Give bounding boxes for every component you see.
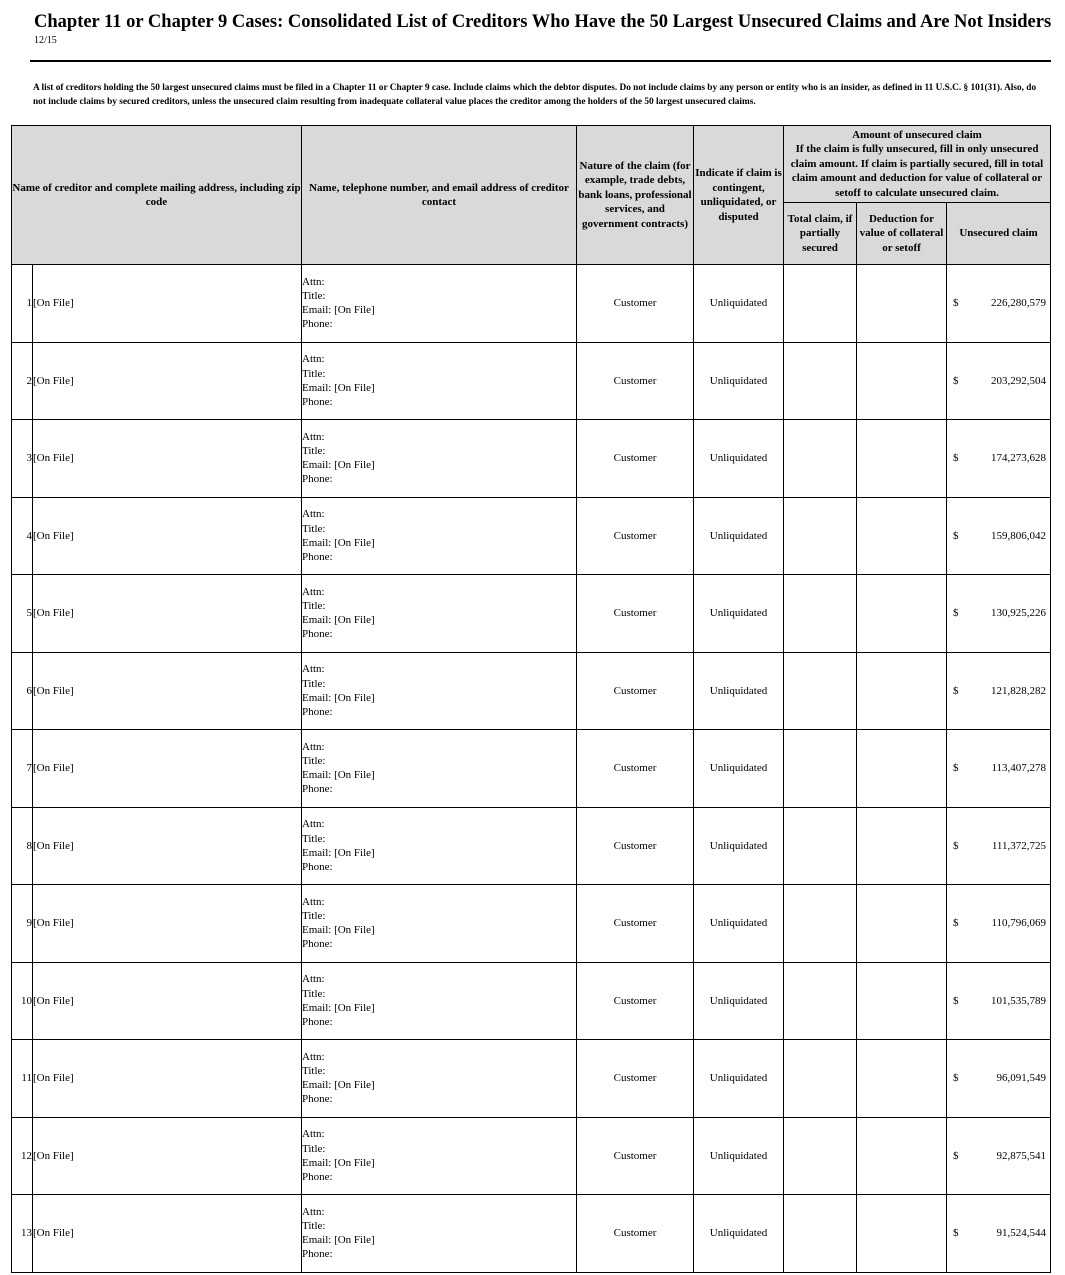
- deduction-cell: [857, 652, 947, 730]
- contact-email-value: [On File]: [334, 1156, 375, 1169]
- unsecured-claim-amount: 159,806,042: [991, 529, 1047, 542]
- table-row: [12, 265, 1051, 343]
- contact-email-label: Email:: [302, 846, 332, 859]
- claim-indicator: Unliquidated: [694, 497, 784, 575]
- total-claim-cell: [784, 342, 857, 420]
- unsecured-claim-cell: [947, 730, 1051, 808]
- creditor-name: [On File]: [33, 807, 302, 885]
- row-number: 13: [12, 1195, 33, 1273]
- contact-email-value: [On File]: [334, 381, 375, 394]
- contact-title: Title:: [302, 445, 326, 458]
- creditor-name: [On File]: [33, 730, 302, 808]
- contact-email: [302, 303, 576, 317]
- currency-symbol: $: [953, 762, 959, 775]
- contact-email-label: Email:: [302, 769, 332, 782]
- unsecured-claim-amount: 130,925,226: [991, 607, 1047, 620]
- contact-phone: Phone:: [302, 1248, 333, 1261]
- contact-title: Title:: [302, 1142, 326, 1155]
- total-claim-cell: [784, 575, 857, 653]
- contact-email-label: Email:: [302, 1156, 332, 1169]
- contact-attn: Attn:: [302, 740, 325, 753]
- currency-symbol: $: [953, 917, 959, 930]
- contact-email-label: Email:: [302, 459, 332, 472]
- contact-phone: Phone:: [302, 1015, 333, 1028]
- currency-symbol: $: [953, 839, 959, 852]
- currency-symbol: $: [953, 1149, 959, 1162]
- deduction-cell: [857, 575, 947, 653]
- total-claim-header: Total claim, if partially secured: [784, 203, 857, 265]
- contact-email: [302, 1156, 576, 1170]
- unsecured-claim-amount: 110,796,069: [991, 917, 1047, 930]
- creditor-contact: [302, 730, 577, 808]
- row-number: 12: [12, 1117, 33, 1195]
- contact-title: Title:: [302, 522, 326, 535]
- currency-symbol: $: [953, 529, 959, 542]
- currency-symbol: $: [953, 684, 959, 697]
- contact-email-value: [On File]: [334, 459, 375, 472]
- contact-email: [302, 458, 576, 472]
- contact-title: Title:: [302, 600, 326, 613]
- unsecured-claim-amount: 96,091,549: [996, 1072, 1047, 1085]
- creditor-contact: [302, 342, 577, 420]
- row-number: 9: [12, 885, 33, 963]
- total-claim-cell: [784, 807, 857, 885]
- creditor-name: [On File]: [33, 1117, 302, 1195]
- creditor-name: [On File]: [33, 342, 302, 420]
- creditor-contact: [302, 420, 577, 498]
- row-number: 7: [12, 730, 33, 808]
- unsecured-claim-cell: [947, 807, 1051, 885]
- contact-phone: Phone:: [302, 783, 333, 796]
- total-claim-cell: [784, 652, 857, 730]
- nature-column-header: Nature of the claim (for example, trade debts, bank loans, professional services, and government contracts): [577, 126, 694, 265]
- amount-header-title: Amount of unsecured claim: [852, 128, 982, 141]
- contact-attn: Attn:: [302, 585, 325, 598]
- creditors-table: [11, 125, 1051, 1273]
- claim-nature: Customer: [577, 420, 694, 498]
- contact-email-value: [On File]: [334, 614, 375, 627]
- total-claim-cell: [784, 730, 857, 808]
- contact-attn: Attn:: [302, 353, 325, 366]
- total-claim-cell: [784, 1195, 857, 1273]
- claim-nature: Customer: [577, 730, 694, 808]
- row-number: 2: [12, 342, 33, 420]
- total-claim-cell: [784, 265, 857, 343]
- total-claim-cell: [784, 420, 857, 498]
- title-divider: [30, 60, 1051, 62]
- unsecured-claim-amount: 92,875,541: [996, 1149, 1047, 1162]
- deduction-cell: [857, 342, 947, 420]
- claim-indicator: Unliquidated: [694, 420, 784, 498]
- contact-email-value: [On File]: [334, 304, 375, 317]
- table-row: [12, 652, 1051, 730]
- row-number: 3: [12, 420, 33, 498]
- contact-email: [302, 536, 576, 550]
- creditor-name: [On File]: [33, 652, 302, 730]
- currency-symbol: $: [953, 374, 959, 387]
- table-row: [12, 807, 1051, 885]
- contact-email: [302, 381, 576, 395]
- deduction-cell: [857, 1195, 947, 1273]
- creditor-contact: [302, 885, 577, 963]
- claim-nature: Customer: [577, 1117, 694, 1195]
- claim-indicator: Unliquidated: [694, 1040, 784, 1118]
- contact-attn: Attn:: [302, 895, 325, 908]
- instructions-paragraph: A list of creditors holding the 50 largest unsecured claims must be filed in a Chapter 11 or Chapter 9 case. Include claims which the debtor disputes. Do not include claims by any person or entity who is an insider, as defined in 11 U.S.C. § 101(31). Also, do not include claims by secured creditors, unless the unsecured claim resulting from inadequate collateral value places the creditor among the holders of the 50 largest unsecured claims.: [33, 83, 1037, 107]
- table-row: [12, 962, 1051, 1040]
- claim-indicator: Unliquidated: [694, 730, 784, 808]
- contact-phone: Phone:: [302, 860, 333, 873]
- currency-symbol: $: [953, 1227, 959, 1240]
- contact-email-value: [On File]: [334, 1079, 375, 1092]
- contact-phone: Phone:: [302, 1093, 333, 1106]
- contact-email-label: Email:: [302, 1079, 332, 1092]
- table-body: [12, 265, 1051, 1273]
- unsecured-claim-amount: 113,407,278: [991, 762, 1047, 775]
- deduction-cell: [857, 265, 947, 343]
- table-row: [12, 1040, 1051, 1118]
- unsecured-claim-amount: 91,524,544: [996, 1227, 1047, 1240]
- creditor-name: [On File]: [33, 1040, 302, 1118]
- row-number: 4: [12, 497, 33, 575]
- contact-email-label: Email:: [302, 304, 332, 317]
- unsecured-claim-amount: 226,280,579: [991, 297, 1047, 310]
- contact-title: Title:: [302, 1220, 326, 1233]
- contact-email-label: Email:: [302, 1001, 332, 1014]
- contact-attn: Attn:: [302, 508, 325, 521]
- contact-phone: Phone:: [302, 395, 333, 408]
- contact-email-label: Email:: [302, 924, 332, 937]
- contact-email: [302, 1233, 576, 1247]
- creditor-name: [On File]: [33, 497, 302, 575]
- contact-title: Title:: [302, 367, 326, 380]
- claim-nature: Customer: [577, 807, 694, 885]
- unsecured-claim-amount: 111,372,725: [991, 839, 1047, 852]
- creditor-column-header: Name of creditor and complete mailing address, including zip code: [12, 126, 302, 265]
- contact-phone: Phone:: [302, 628, 333, 641]
- creditor-name: [On File]: [33, 265, 302, 343]
- contact-phone: Phone:: [302, 705, 333, 718]
- table-row: [12, 1117, 1051, 1195]
- header-row-top: [12, 126, 1051, 203]
- table-row: [12, 730, 1051, 808]
- contact-email: [302, 768, 576, 782]
- claim-nature: Customer: [577, 575, 694, 653]
- total-claim-cell: [784, 497, 857, 575]
- claim-nature: Customer: [577, 497, 694, 575]
- contact-title: Title:: [302, 290, 326, 303]
- contact-title: Title:: [302, 987, 326, 1000]
- contact-title: Title:: [302, 1065, 326, 1078]
- unsecured-claim-amount: 203,292,504: [991, 374, 1047, 387]
- deduction-cell: [857, 807, 947, 885]
- creditor-contact: [302, 1040, 577, 1118]
- claim-nature: Customer: [577, 342, 694, 420]
- currency-symbol: $: [953, 607, 959, 620]
- row-number: 11: [12, 1040, 33, 1118]
- claim-nature: Customer: [577, 652, 694, 730]
- contact-email-value: [On File]: [334, 1001, 375, 1014]
- unsecured-claim-cell: [947, 342, 1051, 420]
- contact-email-label: Email:: [302, 691, 332, 704]
- unsecured-claim-cell: [947, 497, 1051, 575]
- contact-email-value: [On File]: [334, 1234, 375, 1247]
- currency-symbol: $: [953, 1072, 959, 1085]
- creditor-name: [On File]: [33, 575, 302, 653]
- contact-title: Title:: [302, 755, 326, 768]
- currency-symbol: $: [953, 452, 959, 465]
- claim-indicator: Unliquidated: [694, 652, 784, 730]
- contact-attn: Attn:: [302, 818, 325, 831]
- deduction-header: Deduction for value of collateral or setoff: [857, 203, 947, 265]
- unsecured-claim-cell: [947, 1117, 1051, 1195]
- currency-symbol: $: [953, 994, 959, 1007]
- table-row: [12, 420, 1051, 498]
- claim-nature: Customer: [577, 265, 694, 343]
- claim-indicator: Unliquidated: [694, 342, 784, 420]
- deduction-cell: [857, 497, 947, 575]
- unsecured-claim-amount: 121,828,282: [991, 684, 1047, 697]
- contact-email: [302, 1078, 576, 1092]
- claim-indicator: Unliquidated: [694, 575, 784, 653]
- total-claim-cell: [784, 885, 857, 963]
- deduction-cell: [857, 885, 947, 963]
- contact-email: [302, 1001, 576, 1015]
- contact-attn: Attn:: [302, 430, 325, 443]
- creditor-contact: [302, 1195, 577, 1273]
- creditor-name: [On File]: [33, 1195, 302, 1273]
- contact-email-label: Email:: [302, 614, 332, 627]
- contact-phone: Phone:: [302, 938, 333, 951]
- total-claim-cell: [784, 1040, 857, 1118]
- claim-nature: Customer: [577, 962, 694, 1040]
- row-number: 10: [12, 962, 33, 1040]
- contact-email-label: Email:: [302, 1234, 332, 1247]
- contact-email: [302, 846, 576, 860]
- claim-nature: Customer: [577, 1040, 694, 1118]
- contact-email: [302, 923, 576, 937]
- unsecured-claim-cell: [947, 652, 1051, 730]
- contact-email: [302, 691, 576, 705]
- creditor-contact: [302, 497, 577, 575]
- indicator-column-header: Indicate if claim is contingent, unliquidated, or disputed: [694, 126, 784, 265]
- total-claim-cell: [784, 962, 857, 1040]
- claim-indicator: Unliquidated: [694, 807, 784, 885]
- form-number: 12/15: [34, 35, 57, 46]
- creditor-name: [On File]: [33, 885, 302, 963]
- amount-header-note: If the claim is fully unsecured, fill in only unsecured claim amount. If claim is partially secured, fill in total claim amount and deduction for value of collateral or setoff to calculate unsecured claim.: [790, 143, 1044, 199]
- contact-title: Title:: [302, 910, 326, 923]
- unsecured-claim-cell: [947, 1195, 1051, 1273]
- row-number: 6: [12, 652, 33, 730]
- contact-title: Title:: [302, 677, 326, 690]
- creditor-name: [On File]: [33, 420, 302, 498]
- contact-attn: Attn:: [302, 275, 325, 288]
- table-row: [12, 497, 1051, 575]
- table-row: [12, 1195, 1051, 1273]
- unsecured-claim-cell: [947, 1040, 1051, 1118]
- deduction-cell: [857, 730, 947, 808]
- creditor-name: [On File]: [33, 962, 302, 1040]
- claim-indicator: Unliquidated: [694, 962, 784, 1040]
- row-number: 1: [12, 265, 33, 343]
- unsecured-claim-cell: [947, 962, 1051, 1040]
- contact-attn: Attn:: [302, 973, 325, 986]
- creditor-contact: [302, 575, 577, 653]
- claim-nature: Customer: [577, 1195, 694, 1273]
- deduction-cell: [857, 420, 947, 498]
- page-title: Chapter 11 or Chapter 9 Cases: Consolidated List of Creditors Who Have the 50 Largest Unsecured Claims and Are Not Insiders: [34, 12, 1052, 32]
- amount-column-header: [784, 126, 1051, 203]
- creditor-contact: [302, 265, 577, 343]
- contact-email-value: [On File]: [334, 846, 375, 859]
- unsecured-claim-cell: [947, 885, 1051, 963]
- claim-indicator: Unliquidated: [694, 265, 784, 343]
- claim-indicator: Unliquidated: [694, 1117, 784, 1195]
- contact-phone: Phone:: [302, 550, 333, 563]
- contact-email-value: [On File]: [334, 769, 375, 782]
- row-number: 5: [12, 575, 33, 653]
- creditor-contact: [302, 1117, 577, 1195]
- claim-indicator: Unliquidated: [694, 1195, 784, 1273]
- contact-attn: Attn:: [302, 1050, 325, 1063]
- claim-nature: Customer: [577, 885, 694, 963]
- contact-phone: Phone:: [302, 1170, 333, 1183]
- deduction-cell: [857, 1040, 947, 1118]
- claim-indicator: Unliquidated: [694, 885, 784, 963]
- table-row: [12, 342, 1051, 420]
- unsecured-claim-amount: 101,535,789: [991, 994, 1047, 1007]
- unsecured-claim-amount: 174,273,628: [991, 452, 1047, 465]
- unsecured-claim-header: Unsecured claim: [947, 203, 1051, 265]
- contact-attn: Attn:: [302, 1128, 325, 1141]
- contact-phone: Phone:: [302, 473, 333, 486]
- deduction-cell: [857, 1117, 947, 1195]
- contact-attn: Attn:: [302, 1205, 325, 1218]
- table-row: [12, 885, 1051, 963]
- contact-attn: Attn:: [302, 663, 325, 676]
- total-claim-cell: [784, 1117, 857, 1195]
- creditor-contact: [302, 962, 577, 1040]
- contact-email-label: Email:: [302, 536, 332, 549]
- unsecured-claim-cell: [947, 575, 1051, 653]
- deduction-cell: [857, 962, 947, 1040]
- contact-email-value: [On File]: [334, 924, 375, 937]
- contact-email: [302, 613, 576, 627]
- currency-symbol: $: [953, 297, 959, 310]
- row-number: 8: [12, 807, 33, 885]
- unsecured-claim-cell: [947, 265, 1051, 343]
- contact-email-value: [On File]: [334, 691, 375, 704]
- contact-phone: Phone:: [302, 318, 333, 331]
- unsecured-claim-cell: [947, 420, 1051, 498]
- creditor-contact: [302, 807, 577, 885]
- contact-column-header: Name, telephone number, and email address of creditor contact: [302, 126, 577, 265]
- contact-title: Title:: [302, 832, 326, 845]
- table-row: [12, 575, 1051, 653]
- creditor-contact: [302, 652, 577, 730]
- contact-email-value: [On File]: [334, 536, 375, 549]
- contact-email-label: Email:: [302, 381, 332, 394]
